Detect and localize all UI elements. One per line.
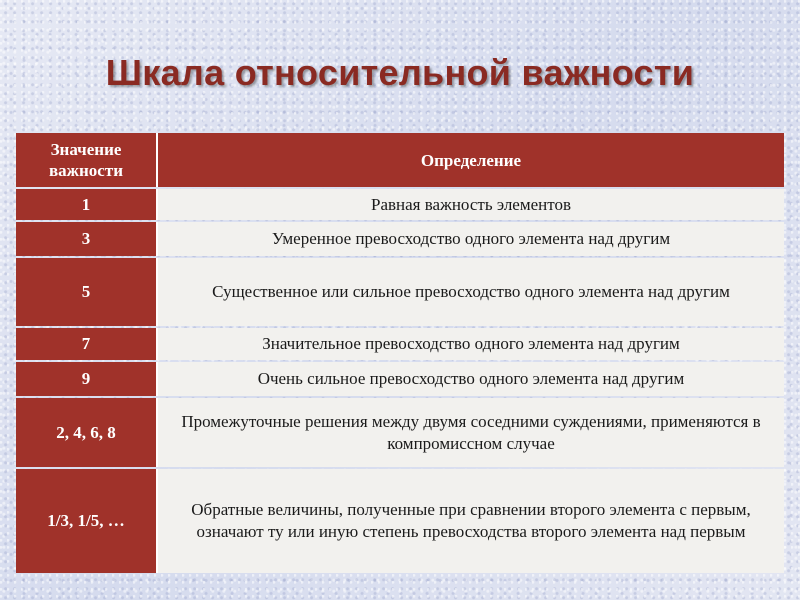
header-value: Значение важности — [16, 133, 158, 187]
value-cell: 7 — [16, 328, 158, 360]
value-cell: 9 — [16, 362, 158, 396]
definition-text: Существенное или сильное превосходство одного элемента над другим — [212, 282, 730, 301]
definition-cell — [158, 189, 784, 220]
definition-cell — [158, 398, 784, 467]
definition-text: Очень сильное превосходство одного элемента над другим — [257, 369, 685, 388]
header-definition: Определение — [158, 133, 784, 187]
importance-scale-table — [16, 131, 784, 575]
definition-cell — [158, 469, 784, 573]
definition-cell — [158, 258, 784, 326]
table-row — [16, 362, 784, 396]
slide-title: Шкала относительной важности — [105, 52, 695, 93]
definition-text: Промежуточные решения между двумя соседними суждениями, применяются в компромиссном случае — [181, 411, 761, 453]
value-cell: 1 — [16, 189, 158, 220]
table-row — [16, 222, 784, 256]
table-row — [16, 189, 784, 220]
value-cell: 3 — [16, 222, 158, 256]
table-row — [16, 258, 784, 326]
table-header-row — [16, 133, 784, 187]
value-cell: 1/3, 1/5, … — [16, 469, 158, 573]
value-cell: 2, 4, 6, 8 — [16, 398, 158, 467]
definition-text: Умеренное превосходство одного элемента над другим — [271, 229, 671, 248]
definition-text: Значительное превосходство одного элемента над другим — [262, 334, 680, 353]
definition-text: Равная важность элементов — [371, 194, 571, 214]
table-row — [16, 398, 784, 467]
definition-cell — [158, 222, 784, 256]
table-row — [16, 469, 784, 573]
value-cell: 5 — [16, 258, 158, 326]
table-row — [16, 328, 784, 360]
definition-cell — [158, 328, 784, 360]
definition-cell — [158, 362, 784, 396]
definition-text: Обратные величины, полученные при сравнении второго элемента с первым, означают ту или иную степень превосходства второго элемента над первым — [191, 500, 751, 541]
